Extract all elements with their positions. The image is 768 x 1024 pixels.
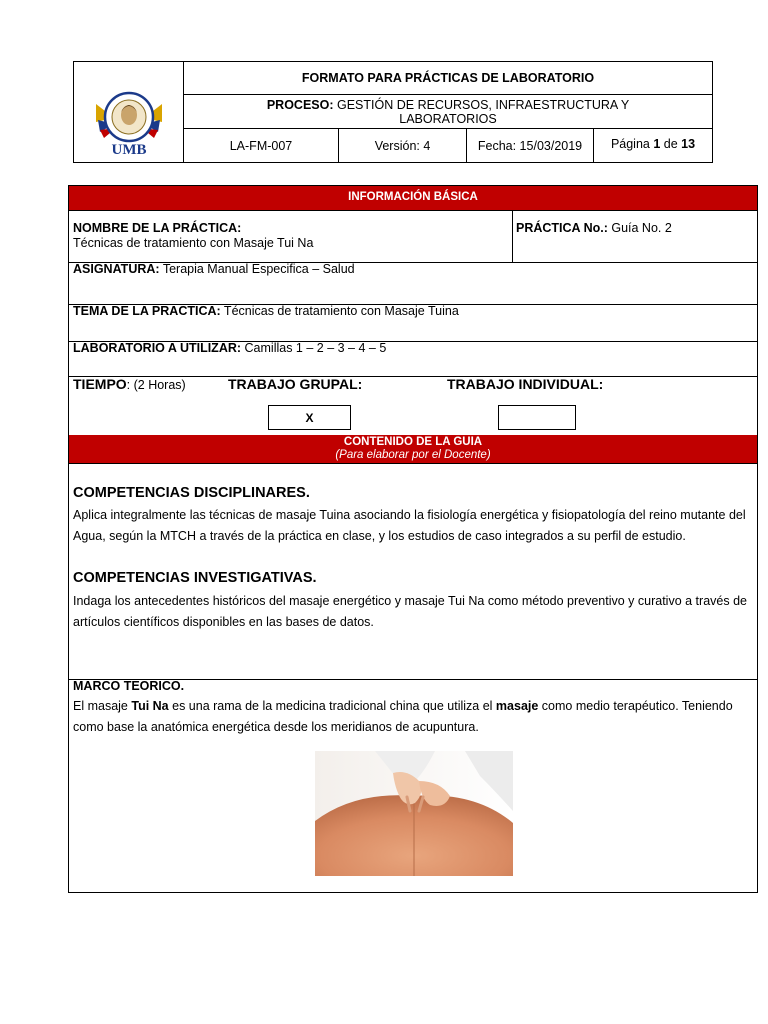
form-version: Versión: 4: [339, 129, 467, 162]
topic-field: TEMA DE LA PRACTICA: Técnicas de tratamiento con Masaje Tuina: [73, 304, 459, 318]
form-date: Fecha: 15/03/2019: [467, 129, 594, 162]
lab-field: LABORATORIO A UTILIZAR: Camillas 1 – 2 – 3 – 4 – 5: [73, 341, 387, 355]
group-work-label: TRABAJO GRUPAL:: [228, 376, 363, 392]
practice-number: PRÁCTICA No.: Guía No. 2: [516, 221, 672, 235]
theory-text: El masaje Tui Na es una rama de la medicina tradicional china que utiliza el masaje como medio terapéutico. Teniendo como base la anatómica energética desde los meridianos de acupuntura.: [73, 699, 733, 734]
disciplinary-text: Aplica integralmente las técnicas de masaje Tuina asociando la fisiología energética y fisiopatología del reino mutante del Agua, según la MTCH a través de la práctica en clase, y los estudios de caso integrados a su perfil de estudio.: [73, 508, 746, 543]
practice-name-value: Técnicas de tratamiento con Masaje Tui Na: [73, 236, 314, 250]
massage-photo: [315, 751, 513, 876]
basic-info-header: INFORMACIÓN BÁSICA: [69, 186, 757, 210]
individual-work-label: TRABAJO INDIVIDUAL:: [447, 376, 604, 392]
time-field: TIEMPO: (2 Horas): [73, 376, 186, 392]
theory-title: MARCO TEORICO.: [73, 679, 185, 693]
logo-initials: UMB: [111, 142, 147, 158]
content-header: [69, 435, 757, 464]
process-value: GESTIÓN DE RECURSOS, INFRAESTRUCTURA Y LABORATORIOS: [337, 97, 630, 126]
group-work-checkbox[interactable]: X: [268, 405, 351, 430]
form-title: FORMATO PARA PRÁCTICAS DE LABORATORIO: [184, 62, 712, 95]
individual-work-checkbox[interactable]: [498, 405, 576, 430]
content-title: CONTENIDO DE LA GUIA: [343, 436, 483, 448]
practice-name-label: NOMBRE DE LA PRÁCTICA:: [73, 221, 242, 235]
header-meta-row: [184, 129, 712, 162]
logo-cell: [74, 62, 184, 162]
process-label: PROCESO:: [266, 97, 334, 112]
process-cell: [184, 95, 712, 129]
umb-logo: [74, 62, 184, 162]
page-number: Página 1 de 13: [610, 137, 696, 151]
subject-field: ASIGNATURA: Terapia Manual Especifica – Salud: [73, 262, 355, 276]
document-header: [73, 61, 713, 163]
form-code: LA-FM-007: [184, 129, 339, 162]
content-subtitle: (Para elaborar por el Docente): [335, 449, 491, 461]
research-text: Indaga los antecedentes históricos del masaje energético y masaje Tui Na como método preventivo y curativo a través de artículos científicos disponibles en las bases de datos.: [73, 594, 747, 629]
disciplinary-title: COMPETENCIAS DISCIPLINARES.: [73, 485, 310, 501]
research-title: COMPETENCIAS INVESTIGATIVAS.: [73, 570, 317, 586]
practice-form: [68, 185, 758, 893]
